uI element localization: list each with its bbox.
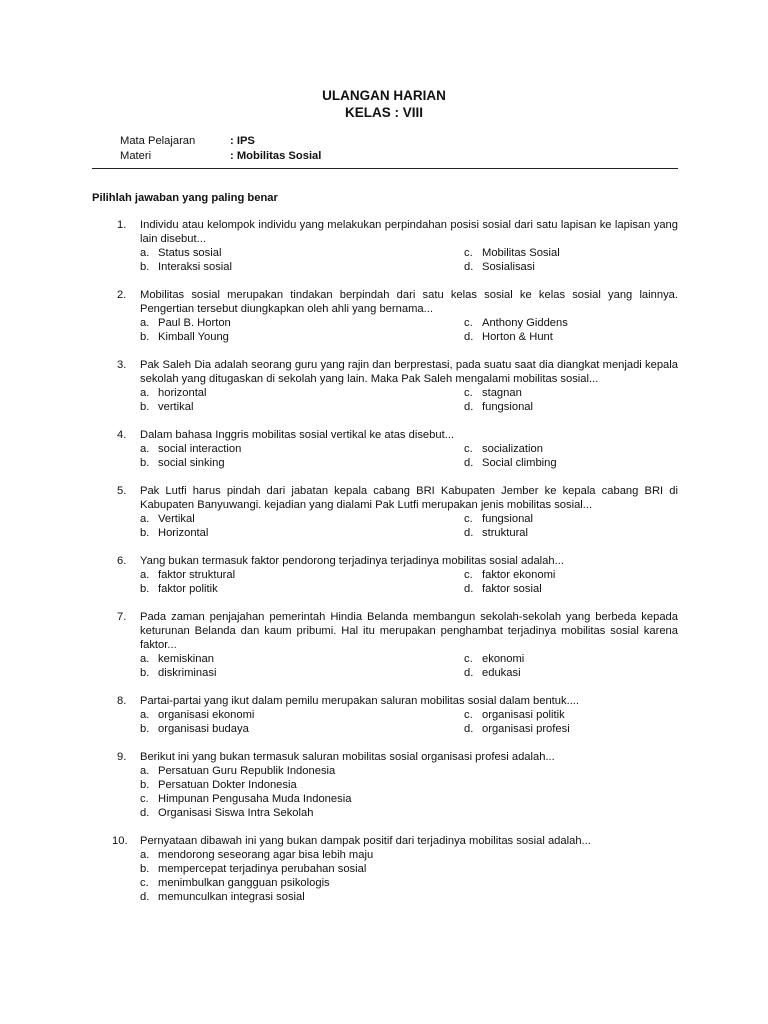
question-number: 2. (117, 289, 127, 301)
option-c: c. Himpunan Pengusaha Muda Indonesia (140, 793, 352, 805)
option-b: b. Interaksi sosial (140, 261, 232, 273)
question-text: Yang bukan termasuk faktor pendorong terjadinya terjadinya mobilitas sosial adalah... (140, 555, 564, 567)
question-number: 7. (117, 611, 127, 623)
question-number: 1. (117, 219, 127, 231)
option-a: a. kemiskinan (140, 653, 214, 665)
option-d: d. Sosialisasi (464, 261, 535, 273)
question-item (92, 694, 678, 736)
question-list (92, 218, 678, 904)
question-text: Berikut ini yang bukan termasuk saluran mobilitas sosial organisasi profesi adalah... (140, 751, 555, 763)
option-a: a. Persatuan Guru Republik Indonesia (140, 765, 336, 777)
option-grid (140, 442, 678, 470)
question-text: Individu atau kelompok individu yang melakukan perpindahan posisi sosial dari satu lapisan ke lapisan yang lain disebut... (140, 219, 678, 245)
question-text: Dalam bahasa Inggris mobilitas sosial vertikal ke atas disebut... (140, 429, 455, 441)
question-item (92, 554, 678, 596)
option-b: b. Horizontal (140, 527, 209, 539)
option-d: d. Horton & Hunt (464, 331, 553, 343)
option-b: b. Kimball Young (140, 331, 229, 343)
question-item (92, 834, 678, 904)
option-grid (140, 708, 678, 736)
option-grid (140, 246, 678, 274)
option-a: a. faktor struktural (140, 569, 236, 581)
subject-value: : IPS (230, 135, 255, 147)
option-grid (140, 652, 678, 680)
question-number: 4. (117, 429, 127, 441)
option-b: b. vertikal (140, 401, 194, 413)
question-text: Partai-partai yang ikut dalam pemilu merupakan saluran mobilitas sosial dalam bentuk.... (140, 695, 580, 707)
option-b: b. mempercepat terjadinya perubahan sosial (140, 863, 367, 875)
option-d: d. memunculkan integrasi sosial (140, 891, 305, 903)
option-a: a. Status sosial (140, 247, 222, 259)
option-d: d. faktor sosial (464, 583, 542, 595)
option-a: a. organisasi ekonomi (140, 709, 255, 721)
topic-row (120, 149, 321, 164)
question-number: 10. (112, 835, 128, 847)
header-divider (92, 168, 678, 169)
option-c: c. organisasi politik (464, 709, 565, 721)
question-text: Pak Lutfi harus pindah dari jabatan kepala cabang BRI Kabupaten Jember ke kepala cabang BRI di Kabupaten Banyuwangi. kejadian yang dialami Pak Lutfi merupakan jenis mobilitas sosial... (140, 485, 678, 511)
question-text: Pada zaman penjajahan pemerintah Hindia Belanda membangun sekolah-sekolah yang berbeda kepada keturunan Belanda dan kaum pribumi. Hal itu merupakan penghambat terjadinya mobilitas sosial karena faktor... (140, 611, 678, 651)
option-d: d. Organisasi Siswa Intra Sekolah (140, 807, 314, 819)
question-text: Pak Saleh Dia adalah seorang guru yang rajin dan berprestasi, pada suatu saat dia diangkat menjadi kepala sekolah yang ditugaskan di sekolah yang lain. Maka Pak Saleh mengalami mobilitas sosial... (140, 359, 678, 385)
option-d: d. fungsional (464, 401, 534, 413)
page-title: ULANGAN HARIAN (322, 88, 446, 103)
option-b: b. Persatuan Dokter Indonesia (140, 779, 297, 791)
question-item (92, 288, 678, 344)
question-text: Mobilitas sosial merupakan tindakan berpindah dari satu kelas sosial ke kelas sosial yang lainnya. Pengertian tersebut diungkapkan oleh ahli yang bernama... (140, 289, 678, 315)
option-c: c. socialization (464, 443, 543, 455)
class-subtitle: KELAS : VIII (344, 105, 423, 120)
option-a: a. Paul B. Horton (140, 317, 231, 329)
option-grid (140, 512, 678, 540)
option-d: d. edukasi (464, 667, 521, 679)
option-a: a. social interaction (140, 443, 242, 455)
option-a: a. mendorong seseorang agar bisa lebih maju (140, 849, 374, 861)
subject-label: Mata Pelajaran (120, 135, 196, 147)
question-number: 9. (117, 751, 127, 763)
option-d: d. Social climbing (464, 457, 557, 469)
option-b: b. organisasi budaya (140, 723, 249, 735)
option-grid (140, 316, 678, 344)
exam-meta (120, 134, 321, 164)
question-item (92, 428, 678, 470)
topic-value: : Mobilitas Sosial (230, 150, 322, 162)
option-b: b. faktor politik (140, 583, 218, 595)
option-c: c. Mobilitas Sosial (464, 247, 560, 259)
option-d: d. struktural (464, 527, 529, 539)
topic-label: Materi (120, 150, 152, 162)
option-c: c. stagnan (464, 387, 522, 399)
question-item (92, 750, 678, 820)
option-grid (140, 386, 678, 414)
question-number: 6. (117, 555, 127, 567)
option-c: c. ekonomi (464, 653, 525, 665)
question-number: 3. (117, 359, 127, 371)
question-number: 8. (117, 695, 127, 707)
option-a: a. horizontal (140, 387, 207, 399)
instruction-text: Pilihlah jawaban yang paling benar (92, 192, 278, 204)
option-c: c. faktor ekonomi (464, 569, 556, 581)
option-b: b. social sinking (140, 457, 225, 469)
option-grid (140, 568, 678, 596)
option-c: c. menimbulkan gangguan psikologis (140, 877, 330, 889)
option-a: a. Vertikal (140, 513, 195, 525)
option-list (140, 764, 678, 820)
subject-row (120, 134, 321, 149)
option-b: b. diskriminasi (140, 667, 217, 679)
question-item (92, 218, 678, 274)
question-text: Pernyataan dibawah ini yang bukan dampak positif dari terjadinya mobilitas sosial adalah... (140, 835, 591, 847)
question-item (92, 484, 678, 540)
option-c: c. fungsional (464, 513, 534, 525)
question-item (92, 610, 678, 680)
option-c: c. Anthony Giddens (464, 317, 568, 329)
question-item (92, 358, 678, 414)
option-list (140, 848, 678, 904)
option-d: d. organisasi profesi (464, 723, 570, 735)
question-number: 5. (117, 485, 127, 497)
